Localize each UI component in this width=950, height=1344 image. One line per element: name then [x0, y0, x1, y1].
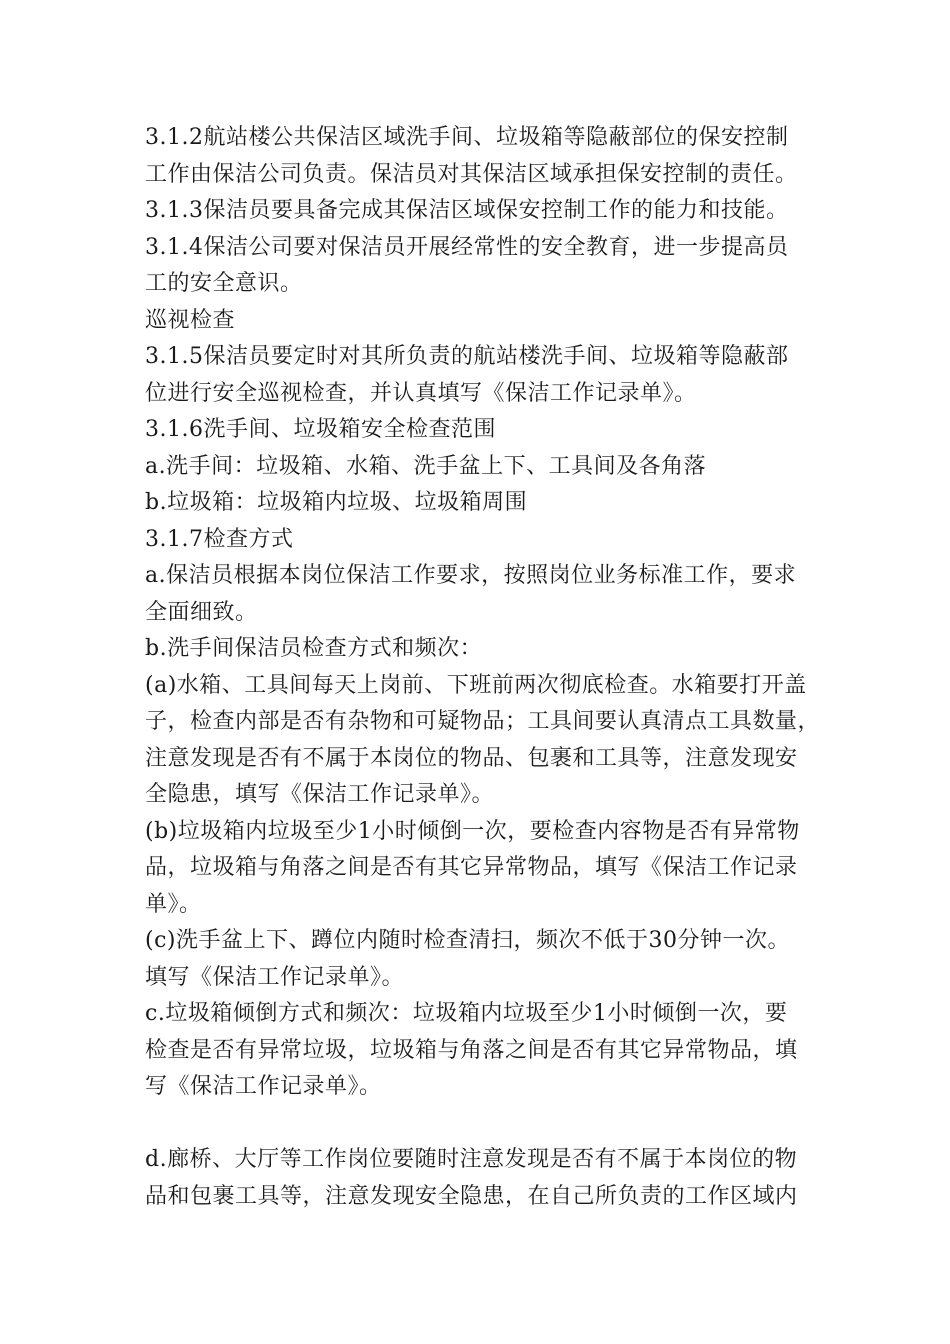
- text-line: 工的安全意识。: [145, 271, 303, 296]
- text-line: 子，检查内部是否有杂物和可疑物品；工具间要认真清点工具数量，: [145, 709, 821, 734]
- text-line: 3.1.3保洁员要具备完成其保洁区域保安控制工作的能力和技能。: [145, 198, 789, 223]
- text-line: 3.1.7检查方式: [145, 526, 294, 552]
- text-line: d.廊桥、大厅等工作岗位要随时注意发现是否有不属于本岗位的物: [145, 1147, 798, 1172]
- text-line: 品和包裹工具等，注意发现安全隐患，在自己所负责的工作区域内: [145, 1183, 798, 1209]
- text-line: 注意发现是否有不属于本岗位的物品、包裹和工具等，注意发现安: [145, 745, 798, 771]
- text-line: 工作由保洁公司负责。保洁员对其保洁区域承担保安控制的责任。: [145, 161, 798, 187]
- blank-line: [145, 1106, 815, 1143]
- text-line: 全隐患，填写《保洁工作记录单》。: [145, 782, 495, 807]
- section-heading: 巡视检查: [145, 307, 236, 333]
- text-line: 品，垃圾箱与角落之间是否有其它异常物品，填写《保洁工作记录: [145, 855, 798, 880]
- text-line: 单》。: [145, 891, 202, 917]
- text-line: 3.1.6洗手间、垃圾箱安全检查范围: [145, 417, 496, 442]
- text-line: b.垃圾箱：垃圾箱内垃圾、垃圾箱周围: [145, 490, 528, 515]
- text-line: a.保洁员根据本岗位保洁工作要求，按照岗位业务标准工作，要求: [145, 563, 797, 588]
- text-line: 3.1.4保洁公司要对保洁员开展经常性的安全教育，进一步提高员: [145, 234, 789, 260]
- text-line: 检查是否有异常垃圾，垃圾箱与角落之间是否有其它异常物品，填: [145, 1037, 798, 1063]
- text-line: (b)垃圾箱内垃圾至少1小时倾倒一次，要检查内容物是否有异常物: [145, 818, 800, 844]
- text-line: 写《保洁工作记录单》。: [145, 1074, 382, 1099]
- text-line: 全面细致。: [145, 599, 258, 625]
- text-line: (a)水箱、工具间每天上岗前、下班前两次彻底检查。水箱要打开盖: [145, 672, 807, 698]
- text-line: c.垃圾箱倾倒方式和频次：垃圾箱内垃圾至少1小时倾倒一次，要: [145, 1001, 788, 1026]
- text-line: 填写《保洁工作记录单》。: [145, 964, 405, 990]
- text-line: b.洗手间保洁员检查方式和频次：: [145, 636, 483, 661]
- text-line: (c)洗手盆上下、蹲位内随时检查清扫，频次不低于30分钟一次。: [145, 928, 790, 953]
- text-line: 位进行安全巡视检查，并认真填写《保洁工作记录单》。: [145, 380, 697, 406]
- text-line: 3.1.2航站楼公共保洁区域洗手间、垃圾箱等隐蔽部位的保安控制: [145, 125, 789, 150]
- document-body: [145, 120, 821, 1215]
- text-line: a.洗手间：垃圾箱、水箱、洗手盆上下、工具间及各角落: [145, 453, 707, 479]
- text-line: 3.1.5保洁员要定时对其所负责的航站楼洗手间、垃圾箱等隐蔽部: [145, 344, 789, 369]
